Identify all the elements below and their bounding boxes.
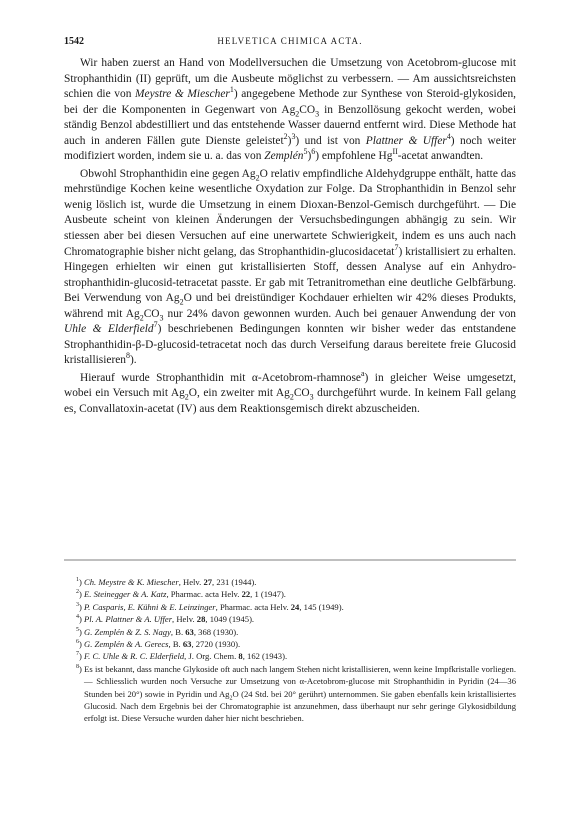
superscript: 2 (283, 131, 288, 141)
italic-text: Uhle & Elderfield (64, 323, 154, 336)
bold-text: 24 (290, 601, 300, 612)
footnote-paren: ) (79, 577, 85, 587)
italic-text: Plattner & Uffer (365, 134, 447, 147)
text-run: , B. (168, 639, 183, 650)
text-run: nur 24% davon gewonnen wurden. Auch bei genauer Anwendung der von (163, 307, 516, 320)
superscript: 7 (153, 320, 158, 330)
journal-title: HELVETICA CHIMICA ACTA. (217, 36, 363, 46)
bold-text: 22 (241, 589, 251, 600)
italic-text: Ch. Meystre & K. Miescher (84, 577, 179, 587)
bold-text: 63 (185, 626, 194, 637)
text-run: O relativ empfindliche Aldehydgruppe enthält, hatte das mehrstündige Kochen keine wesentliche Oxydation zur Folge. Da Strophanthidin in Benzol sehr wenig löslich ist, wurde die Umsetzung in einem Dioxan-Benzol-Gemisch durchgeführt. — Die Ausbeute scheint von kleinen Änderungen der Versuchsbedingungen abhängig zu sein. Wir stiessen aber bei diesen Versuchen auf eine unerwartete Schwierigkeit, indem es uns auch nach Chromatographie bisher nicht gelang, das Strophanthidin-glucosidacetat (64, 167, 516, 258)
italic-text: E. Steinegger & A. Katz (84, 589, 167, 600)
text-run: ) (307, 150, 312, 163)
text-run: Wir haben zuerst an Hand von Modellversuchen die Umsetzung von Acetobrom-glucose mit Strophanthidin (II) geprüft, um die Ausbeute möglichst zu verbessern. — Am aussichtsreichsten schien die von (64, 57, 516, 101)
text-run: ) noch weiter modifiziert worden, indem sie u. a. das von (64, 134, 516, 163)
text-run: ) und ist von (295, 134, 366, 147)
bold-text: 8 (238, 651, 243, 662)
text-run: CO (299, 103, 316, 116)
subscript: 2 (179, 297, 184, 307)
text-run: , 145 (1949). (299, 601, 344, 612)
superscript: 8 (126, 351, 130, 361)
footnote-paren: ) (79, 639, 85, 650)
text-run: in Benzollösung gekocht werden, wobei ständig Benzol abdestilliert und das entstehende Wasser dauernd entfernt wird. Diese Methode hat auch in anderen Fällen gute Dienste geleistet (64, 103, 516, 147)
footnote-number: 6 (76, 639, 80, 646)
superscript: a (361, 369, 365, 379)
footnote-paren: ) (79, 601, 85, 612)
text-run: , J. Org. Chem. (184, 651, 239, 662)
footnote (64, 613, 516, 625)
text-run: -acetat anwandten. (397, 150, 484, 163)
paragraph (64, 56, 516, 165)
footnote-number: 5 (76, 626, 80, 633)
text-run: , 162 (1943). (242, 651, 288, 662)
text-run: O, ein zweiter mit Ag (188, 387, 290, 400)
paragraph (64, 371, 516, 418)
footnote-number: 8 (76, 663, 80, 670)
subscript: 3 (309, 392, 314, 402)
subscript: 3 (315, 108, 320, 118)
text-run: , 368 (1930). (193, 626, 239, 637)
subscript: 2 (255, 173, 260, 183)
footnote-number: 4 (76, 614, 80, 621)
text-run: , 1049 (1945). (205, 614, 255, 625)
footnote-paren: ) (79, 663, 85, 674)
footnote (64, 650, 516, 662)
running-header (64, 36, 516, 52)
subscript: 2 (229, 695, 233, 702)
paragraph (64, 167, 516, 369)
footnote-paren: ) (79, 614, 85, 625)
text-run: durchgeführt wurde. In keinem Fall gelang es, Convallatoxin-acetat (IV) aus dem Reaktionsgemisch direkt abzuscheiden. (64, 387, 516, 416)
footnote (64, 638, 516, 650)
text-run: ). (129, 354, 137, 367)
page-number: 1542 (64, 36, 84, 47)
text-run: O (24 Std. bei 20° gerührt) unternommen. Sie gaben ebenfalls kein kristallisiertes Glucosid. Nach dem Ergebnis bei der Chromatographie ist anzunehmen, dass überhaupt nur sehr geringe Glykosidbildung erfolgt ist. Diese Versuche wurden daher hier nicht beschrieben. (84, 688, 516, 724)
footnote-paren: ) (79, 589, 85, 600)
text-run: , Helv. (178, 577, 204, 587)
superscript: 5 (303, 147, 308, 157)
text-run: Es ist bekannt, dass manche Glykoside oft auch nach langem Stehen nicht kristallisieren, wenn keine Impfkristalle vorliegen. — Schliesslich wurden noch Versuche zur Umsetzung von α-Acetobrom-glucose mit Strophanthidin in Pyridin (24—36 Stunden bei 20°) sowie in Pyridin und Ag (84, 663, 516, 699)
footnote-paren: ) (79, 651, 85, 662)
text-run: Hierauf wurde Strophanthidin mit α-Acetobrom-rhamnose (80, 371, 361, 384)
italic-text: P. Casparis, E. Kühni & E. Leinzinger (84, 601, 216, 612)
superscript: 7 (394, 242, 399, 252)
italic-text: Pl. A. Plattner & A. Uffer (84, 614, 173, 625)
superscript: 4 (446, 131, 451, 141)
footnote-paren: ) (79, 626, 85, 637)
bold-text: 28 (196, 614, 206, 625)
footnote (64, 626, 516, 638)
footnote (64, 601, 516, 613)
bold-text: 63 (182, 639, 192, 650)
italic-text: Zemplén (264, 150, 304, 163)
subscript: 2 (184, 392, 189, 402)
text-run: ) kristallisiert zu erhalten. Hingegen erhielten wir einen gut kristallisierten Stoff, dessen Analyse auf ein Anhydro-strophanthidin-glucosid-tetracetat passte. Er gab mit Tetranitromethan eine deutliche Gelbfärbung. Bei Verwendung von Ag (64, 245, 516, 305)
footnote-number: 3 (76, 601, 80, 608)
italic-text: G. Zemplén & Z. S. Nagy (84, 626, 171, 637)
text-run: , Helv. (172, 614, 197, 625)
text-run: CO (293, 387, 310, 400)
text-run: , Pharmac. acta Helv. (215, 601, 291, 612)
text-run: ) (287, 134, 292, 147)
italic-text: G. Zemplén & A. Gerecs (84, 639, 169, 650)
text-run: O und bei dreistündiger Kochdauer erhielten wir 42% dieses Produkts, während mit Ag (64, 292, 516, 320)
footnote-number: 7 (76, 651, 80, 658)
footnote (64, 576, 516, 588)
footnotes (64, 576, 516, 725)
text-run: ) in gleicher Weise umgesetzt, wobei ein Versuch mit Ag (64, 371, 517, 400)
text-run: ) beschriebenen Bedingungen konnten wir bisher weder das entstandene Strophanthidin-β-D-glucosid-tetracetat noch das durch Verseifung daraus bereitete freie Glucosid kristallisieren (64, 323, 516, 367)
subscript: 2 (139, 313, 144, 323)
text-run: , 2720 (1930). (191, 639, 241, 650)
footnote-separator (64, 558, 516, 562)
footnote-number: 1 (76, 577, 80, 584)
superscript: II (392, 147, 398, 157)
superscript: 6 (311, 147, 316, 157)
text-run: , 1 (1947). (250, 589, 286, 600)
italic-text: F. C. Uhle & R. C. Elderfield (84, 651, 185, 662)
text-run: ) empfohlene Hg (315, 150, 393, 163)
subscript: 3 (159, 313, 164, 323)
footnote (64, 663, 516, 725)
superscript: 1 (229, 85, 234, 95)
subscript: 2 (289, 392, 294, 402)
text-run: CO (143, 307, 160, 320)
superscript: 3 (291, 131, 296, 141)
footnote (64, 588, 516, 600)
body-text (64, 56, 516, 420)
bold-text: 27 (203, 577, 213, 587)
text-run: Obwohl Strophanthidin eine gegen Ag (80, 167, 256, 180)
subscript: 2 (295, 108, 300, 118)
text-run: , 231 (1944). (212, 577, 257, 587)
italic-text: Meystre & Miescher (135, 88, 230, 101)
text-run: ) angegebene Methode zur Synthese von Steroid-glykosiden, bei der die Komponenten in Gegenwart von Ag (64, 88, 516, 116)
text-run: , Pharmac. acta Helv. (166, 589, 242, 600)
footnote-number: 2 (76, 589, 80, 596)
text-run: , B. (170, 626, 186, 637)
